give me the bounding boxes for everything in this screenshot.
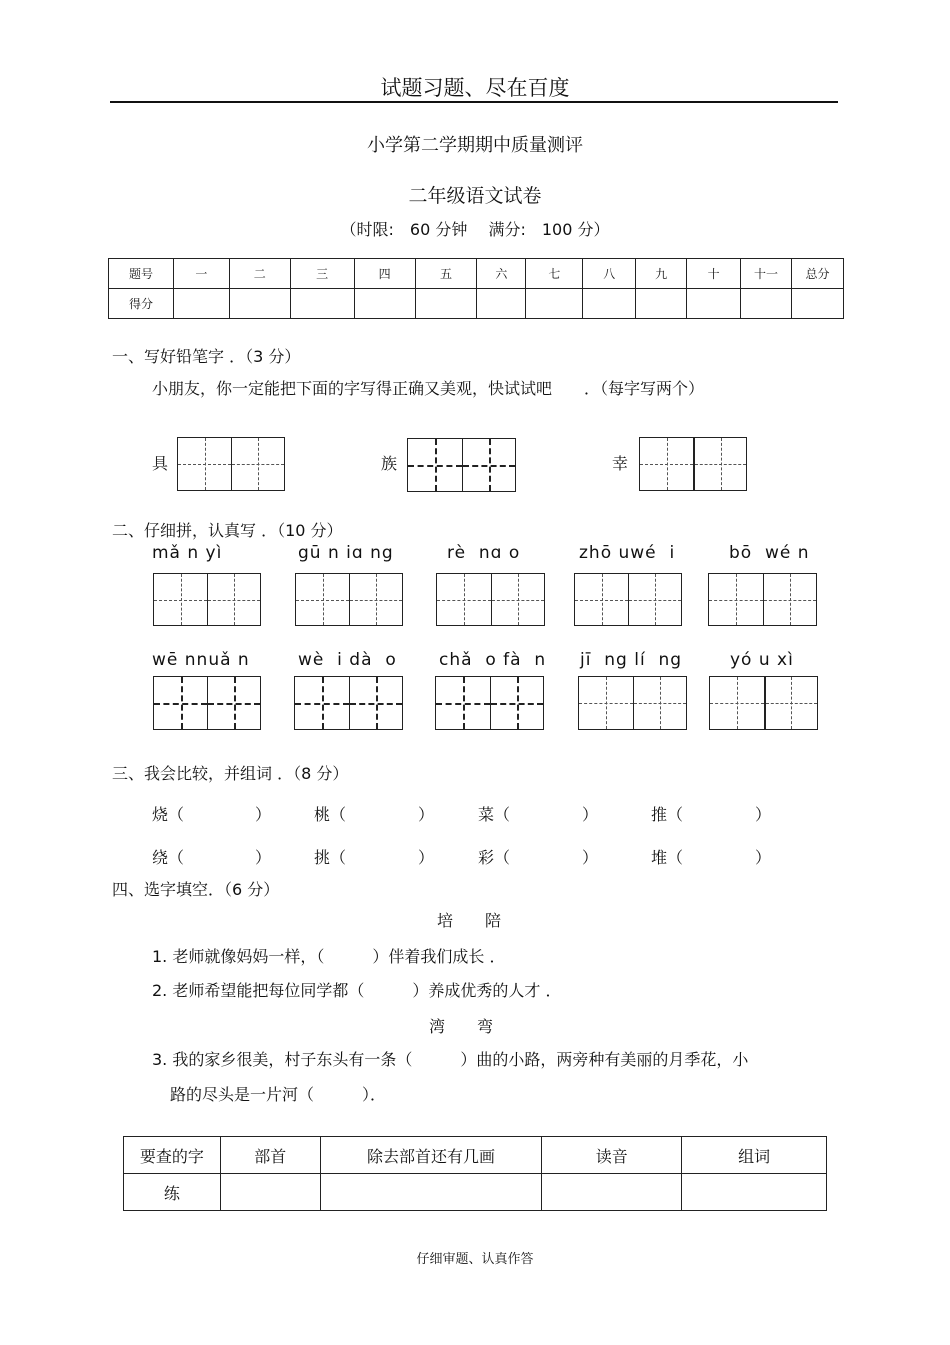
lookup-char: 练: [124, 1174, 221, 1211]
question-2: 2. 老师希望能把每位同学都（ ）养成优秀的人才 ．: [152, 981, 562, 1000]
grid-cell: [231, 438, 284, 490]
answer-cell[interactable]: [320, 1174, 542, 1211]
score-cell[interactable]: [741, 289, 792, 319]
score-header-cell: 八: [583, 259, 636, 289]
compare-char-open: 烧（: [152, 805, 185, 824]
section1-title: 一、写好铅笔字 ．（3 分）: [112, 347, 301, 366]
writing-grid[interactable]: [407, 438, 516, 492]
grid-cell: [764, 677, 818, 729]
score-cell[interactable]: [477, 289, 526, 319]
score-header-cell: 五: [415, 259, 477, 289]
practice-char: 具: [152, 454, 169, 473]
compare-char-close: ）: [418, 848, 435, 867]
score-header-cell: 题号: [109, 259, 174, 289]
grid-cell: [349, 677, 403, 729]
writing-grid[interactable]: [435, 676, 544, 730]
score-cell[interactable]: [583, 289, 636, 319]
char-pair: 湾 弯: [429, 1017, 494, 1036]
lookup-header-cell: 读音: [542, 1137, 682, 1174]
compare-char-close: ）: [255, 848, 272, 867]
header-rule: [110, 101, 838, 103]
score-cell[interactable]: [687, 289, 741, 319]
compare-char-close: ）: [755, 848, 772, 867]
compare-char-open: 挑（: [314, 848, 347, 867]
grid-cell: [207, 677, 260, 729]
lookup-header-cell: 部首: [220, 1137, 320, 1174]
grid-cell: [178, 438, 231, 490]
section4-title: 四、选字填空．（6 分）: [112, 880, 280, 899]
question-3: 3. 我的家乡很美，村子东头有一条（ ）曲的小路，两旁种有美丽的月季花，小: [152, 1050, 749, 1069]
paper-title: 二年级语文试卷: [408, 185, 542, 207]
page-footer: 仔细审题、认真作答: [416, 1252, 534, 1267]
score-header-cell: 六: [477, 259, 526, 289]
grid-cell: [154, 677, 207, 729]
writing-grid[interactable]: [153, 676, 261, 730]
writing-grid[interactable]: [153, 573, 261, 626]
score-table-header-row: [109, 259, 844, 289]
pinyin-label: wè i dà o: [298, 650, 397, 670]
writing-grid[interactable]: [639, 437, 747, 491]
score-header-cell: 三: [290, 259, 354, 289]
grid-cell: [640, 438, 693, 490]
section3-title: 三、我会比较，并组词 ．（8 分）: [112, 764, 349, 783]
writing-grid[interactable]: [709, 676, 818, 730]
compare-char-close: ）: [418, 805, 435, 824]
lookup-header-row: [124, 1137, 827, 1174]
answer-cell[interactable]: [542, 1174, 682, 1211]
grid-cell: [763, 574, 817, 625]
page-header-title: 试题习题、尽在百度: [380, 76, 570, 100]
compare-char-open: 彩（: [478, 848, 511, 867]
question-1: 1. 老师就像妈妈一样，（ ）伴着我们成长 ．: [152, 947, 506, 966]
writing-grid[interactable]: [295, 573, 403, 626]
grid-cell: [709, 574, 763, 625]
compare-char-open: 推（: [651, 805, 684, 824]
grid-cell: [408, 439, 462, 491]
practice-char: 族: [381, 454, 398, 473]
grid-cell: [462, 439, 516, 491]
lookup-header-cell: 要查的字: [124, 1137, 221, 1174]
score-header-cell: 七: [526, 259, 583, 289]
lookup-header-cell: 除去部首还有几画: [320, 1137, 542, 1174]
compare-char-open: 绕（: [152, 848, 185, 867]
char-pair: 培 陪: [437, 911, 502, 930]
grid-cell: [295, 677, 349, 729]
pinyin-label: wē nnuǎ n: [152, 650, 250, 670]
score-header-cell: 十一: [741, 259, 792, 289]
practice-char: 幸: [612, 454, 629, 473]
pinyin-label: chǎ o fà n: [439, 650, 547, 670]
score-cell[interactable]: [229, 289, 290, 319]
score-cell[interactable]: [636, 289, 687, 319]
pinyin-label: bō wé n: [729, 543, 810, 563]
writing-grid[interactable]: [708, 573, 817, 626]
compare-char-close: ）: [582, 848, 599, 867]
score-table: [108, 258, 844, 319]
pinyin-label: yó u xì: [730, 650, 794, 670]
score-cell[interactable]: [354, 289, 415, 319]
grid-cell: [579, 677, 633, 729]
score-cell[interactable]: [415, 289, 477, 319]
grid-cell: [437, 574, 491, 625]
score-cell[interactable]: [791, 289, 843, 319]
score-header-cell: 九: [636, 259, 687, 289]
compare-char-close: ）: [582, 805, 599, 824]
compare-char-open: 堆（: [651, 848, 684, 867]
section2-title: 二、仔细拼，认真写 ．（10 分）: [112, 521, 343, 540]
section1-instruction: 小朋友，你一定能把下面的字写得正确又美观，快试试吧 ．（每字写两个）: [152, 379, 705, 398]
answer-cell[interactable]: [682, 1174, 827, 1211]
grid-cell: [575, 574, 628, 625]
time-note: （时限: 60 分钟 满分: 100 分）: [340, 220, 610, 239]
score-header-cell: 二: [229, 259, 290, 289]
question-3-continued: 路的尽头是一片河（ ）．: [170, 1085, 387, 1104]
writing-grid[interactable]: [578, 676, 687, 730]
dictionary-lookup-table: [123, 1136, 827, 1211]
grid-cell: [633, 677, 687, 729]
score-header-cell: 总分: [791, 259, 843, 289]
grid-cell: [349, 574, 402, 625]
score-row-label: 得分: [109, 289, 174, 319]
grid-cell: [491, 574, 545, 625]
grid-cell: [436, 677, 490, 729]
writing-grid[interactable]: [294, 676, 403, 730]
score-table-score-row: [109, 289, 844, 319]
writing-grid[interactable]: [177, 437, 285, 491]
writing-grid[interactable]: [574, 573, 682, 626]
pinyin-label: jī ng lí ng: [580, 650, 683, 670]
pinyin-label: rè nɑ o: [447, 543, 521, 563]
grid-cell: [628, 574, 681, 625]
answer-cell[interactable]: [220, 1174, 320, 1211]
grid-cell: [207, 574, 260, 625]
grid-cell: [710, 677, 764, 729]
pinyin-label: gū n iɑ ng: [298, 543, 394, 563]
compare-char-close: ）: [755, 805, 772, 824]
score-header-cell: 四: [354, 259, 415, 289]
compare-char-close: ）: [255, 805, 272, 824]
score-cell[interactable]: [173, 289, 229, 319]
grid-cell: [490, 677, 544, 729]
writing-grid[interactable]: [436, 573, 545, 626]
score-cell[interactable]: [290, 289, 354, 319]
grid-cell: [693, 438, 746, 490]
score-header-cell: 一: [173, 259, 229, 289]
pinyin-label: mǎ n yì: [152, 543, 223, 563]
pinyin-label: zhō uwé i: [579, 543, 676, 563]
grid-cell: [154, 574, 207, 625]
lookup-answer-row: [124, 1174, 827, 1211]
compare-char-open: 菜（: [478, 805, 511, 824]
school-title: 小学第二学期期中质量测评: [367, 135, 583, 156]
grid-cell: [296, 574, 349, 625]
lookup-header-cell: 组词: [682, 1137, 827, 1174]
compare-char-open: 桃（: [314, 805, 347, 824]
score-header-cell: 十: [687, 259, 741, 289]
score-cell[interactable]: [526, 289, 583, 319]
